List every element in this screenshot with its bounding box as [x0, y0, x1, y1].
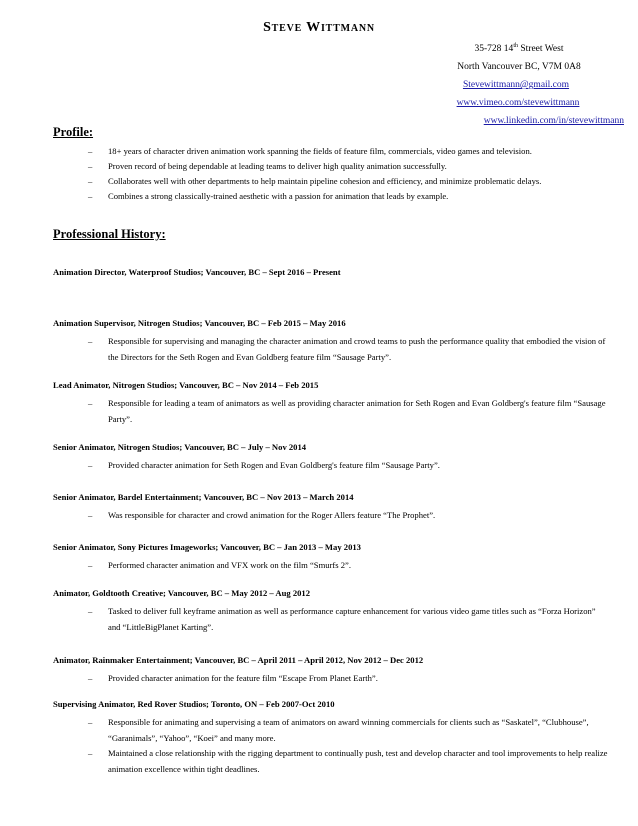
list-item: – Maintained a close relationship with the rigging department to continually push, test and develop character and tool improvements to help realize animation excellence within tight deadlines. — [88, 746, 608, 777]
list-item: – Provided character animation for Seth Rogen and Evan Goldberg's feature film “Sausage Party”. — [88, 458, 608, 474]
list-item: – Combines a strong classically-trained aesthetic with a passion for animation that leads by example. — [88, 189, 608, 204]
job-title: Senior Animator, Bardel Entertainment; Vancouver, BC – Nov 2013 – March 2014 — [53, 492, 354, 502]
job-title: Senior Animator, Nitrogen Studios; Vancouver, BC – July – Nov 2014 — [53, 442, 307, 452]
job-title: Senior Animator, Sony Pictures Imageworks; Vancouver, BC – Jan 2013 – May 2013 — [53, 542, 361, 552]
list-item: – 18+ years of character driven animation work spanning the fields of feature film, commercials, video games and television. — [88, 144, 608, 159]
job-entry — [53, 316, 613, 365]
address-line-2: North Vancouver BC, V7M 0A8 — [457, 62, 581, 73]
list-item: – Proven record of being dependable at leading teams to deliver high quality animation successfully. — [88, 159, 608, 174]
email-link[interactable]: Stevewittmann@gmail.com — [462, 80, 570, 91]
list-item: – Collaborates well with other departments to help maintain pipeline cohesion and efficiency, and minimize problematic delays. — [88, 174, 608, 189]
list-item: – Responsible for supervising and managing the character animation and crowd teams to push the performance quality that embodied the vision of the Directors for the Seth Rogen and Evan Goldberg feature film “Sausage Party”. — [88, 334, 608, 365]
job-entry — [53, 440, 613, 474]
job-entry — [53, 697, 613, 777]
list-item: – Was responsible for character and crowd animation for the Roger Allers feature “The Prophet”. — [88, 508, 608, 524]
vimeo-link[interactable]: www.vimeo.com/stevewittmann — [456, 98, 580, 109]
history-heading: Professional History: — [53, 227, 166, 241]
job-title: Animation Supervisor, Nitrogen Studios; Vancouver, BC – Feb 2015 – May 2016 — [53, 318, 346, 328]
address-line-1: 35-728 14th Street West — [474, 43, 564, 55]
job-entry — [53, 653, 613, 687]
candidate-name: Steve Wittmann — [263, 20, 375, 35]
list-item: – Responsible for leading a team of animators as well as providing character animation for Seth Rogen and Evan Goldberg's feature film “Sausage Party”. — [88, 396, 608, 427]
linkedin-link[interactable]: www.linkedin.com/in/stevewittmann — [483, 116, 624, 127]
list-item: – Performed character animation and VFX work on the film “Smurfs 2”. — [88, 558, 608, 574]
job-entry — [53, 586, 613, 635]
list-item: – Responsible for animating and supervising a team of animators on award winning commercials for clients such as “Saskatel”, “Clubhouse”, “Garanimals”, “Yahoo”, “Koei” and many more. — [88, 715, 608, 746]
job-title: Lead Animator, Nitrogen Studios; Vancouver, BC – Nov 2014 – Feb 2015 — [53, 380, 319, 390]
job-title: Animator, Goldtooth Creative; Vancouver, BC – May 2012 – Aug 2012 — [53, 588, 311, 598]
profile-heading: Profile: — [53, 125, 94, 139]
job-entry — [53, 378, 613, 427]
job-entry — [53, 265, 613, 279]
list-item: – Provided character animation for the feature film “Escape From Planet Earth”. — [88, 671, 608, 687]
profile-list — [88, 144, 608, 204]
contact-block — [364, 37, 624, 130]
job-title: Animation Director, Waterproof Studios; Vancouver, BC – Sept 2016 – Present — [53, 267, 341, 277]
job-title: Supervising Animator, Red Rover Studios; Toronto, ON – Feb 2007-Oct 2010 — [53, 699, 335, 709]
job-title: Animator, Rainmaker Entertainment; Vancouver, BC – April 2011 – April 2012, Nov 2012 – Dec 2012 — [53, 655, 424, 665]
list-item: – Tasked to deliver full keyframe animation as well as performance capture enhancement for various video game titles such as “Forza Horizon” and “LittleBigPlanet Karting”. — [88, 604, 608, 635]
job-entry — [53, 540, 613, 574]
job-entry — [53, 490, 613, 524]
